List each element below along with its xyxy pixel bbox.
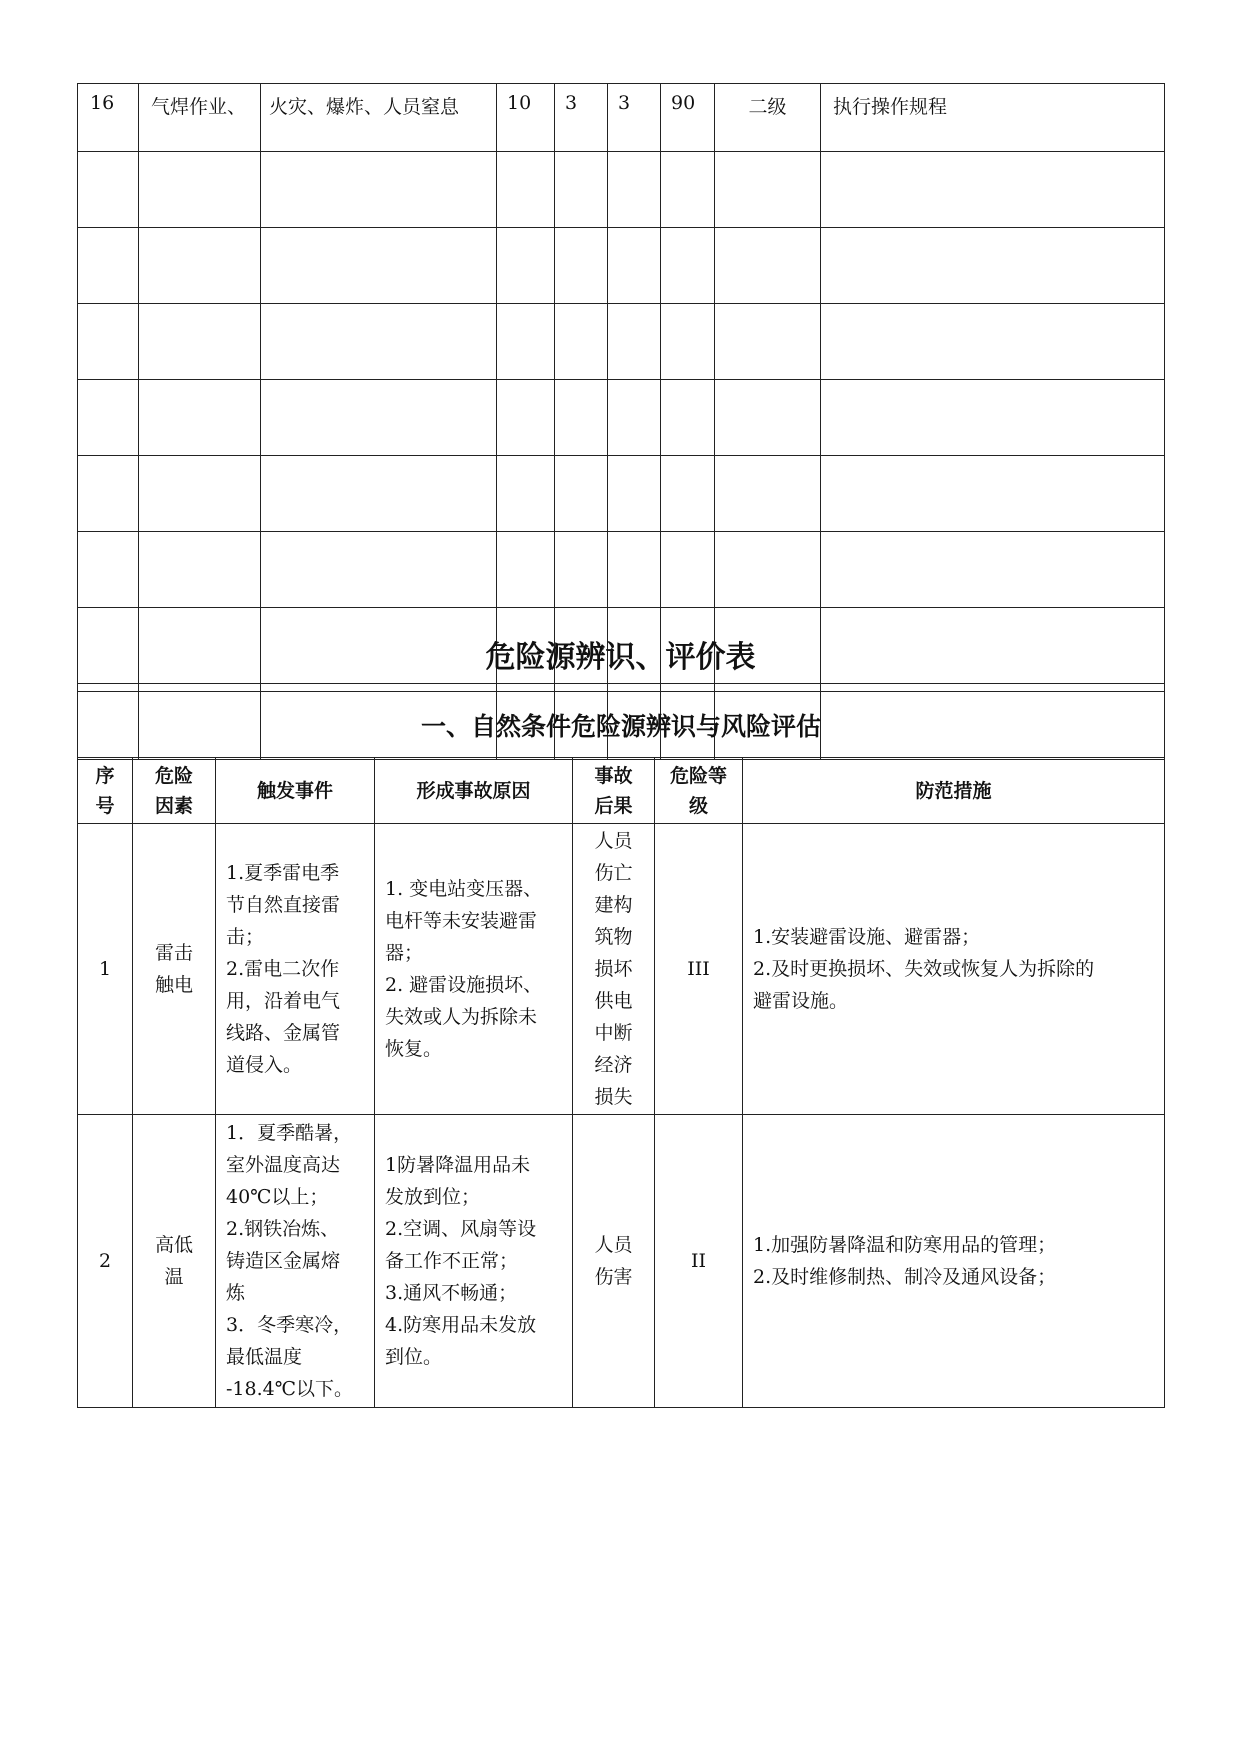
header-factor-line2: 因素 (154, 794, 193, 817)
cell-l (497, 532, 555, 608)
consequence-line: 供电 (594, 990, 633, 1012)
cell-measure (821, 304, 1165, 380)
consequence-line: 筑物 (594, 926, 633, 948)
table-row (78, 532, 1165, 608)
measures-line: 避雷设施。 (753, 990, 849, 1012)
section-title: 一、自然条件危险源辨识与风险评估 (78, 692, 1165, 758)
cell-accident (261, 304, 497, 380)
cause-line: 恢复。 (385, 1038, 443, 1060)
cell-d (661, 532, 715, 608)
cell-operation (139, 380, 261, 456)
cause-line: 2. 避雷设施损坏、 (385, 974, 543, 996)
cell-cause (375, 1115, 573, 1408)
cell-no (78, 304, 139, 380)
trigger-line: 室外温度高达 (226, 1154, 341, 1176)
cell-e: 3 (555, 84, 608, 152)
cell-operation (139, 152, 261, 228)
cell-no: 2 (78, 1115, 133, 1408)
cell-l: 10 (497, 84, 555, 152)
cell-measure (821, 228, 1165, 304)
cell-e (555, 152, 608, 228)
cause-line: 3.通风不畅通； (385, 1282, 518, 1304)
cell-level (715, 532, 821, 608)
cell-accident (261, 456, 497, 532)
cell-measure (821, 380, 1165, 456)
trigger-line: 2.钢铁冶炼、 (226, 1218, 340, 1240)
cell-measures (743, 824, 1165, 1115)
trigger-line: 2.雷电二次作 (226, 958, 340, 980)
cell-no: 16 (78, 84, 139, 152)
cell-l (497, 380, 555, 456)
header-no-line2: 号 (95, 794, 115, 817)
table-row (78, 456, 1165, 532)
header-trigger: 触发事件 (216, 758, 375, 824)
cause-line: 器； (385, 942, 424, 964)
header-consequence (573, 758, 655, 824)
cell-l (497, 304, 555, 380)
measures-line: 2.及时更换损坏、失效或恢复人为拆除的 (753, 958, 1095, 980)
cell-measures (743, 1115, 1165, 1408)
measures-line: 2.及时维修制热、制冷及通风设备； (753, 1266, 1057, 1288)
cell-c (608, 456, 661, 532)
cell-c: 3 (608, 84, 661, 152)
trigger-line: 铸造区金属熔 (226, 1250, 341, 1272)
cell-accident: 火灾、爆炸、人员窒息 (261, 84, 497, 152)
cell-cause (375, 824, 573, 1115)
consequence-line: 损坏 (594, 958, 633, 980)
cause-line: 1. 变电站变压器、 (385, 878, 543, 900)
cell-operation (139, 228, 261, 304)
consequence-line: 人员 (594, 1234, 633, 1256)
header-measures: 防范措施 (743, 758, 1165, 824)
header-level-line2: 级 (688, 794, 708, 817)
factor-line: 触电 (154, 974, 193, 996)
cell-accident (261, 380, 497, 456)
header-level-line1: 危险等 (669, 764, 727, 787)
cell-operation (139, 532, 261, 608)
cell-measure: 执行操作规程 (821, 84, 1165, 152)
table-row (78, 228, 1165, 304)
cell-level (715, 304, 821, 380)
consequence-line: 中断 (594, 1022, 633, 1044)
cell-l (497, 456, 555, 532)
cell-d: 90 (661, 84, 715, 152)
trigger-line: -18.4℃以下。 (226, 1378, 353, 1400)
cell-level: 二级 (715, 84, 821, 152)
cell-e (555, 304, 608, 380)
cell-measure (821, 152, 1165, 228)
document-title: 危险源辨识、评价表 (485, 640, 756, 675)
cell-factor (133, 1115, 216, 1408)
trigger-line: 炼 (226, 1282, 246, 1304)
cause-line: 发放到位； (385, 1186, 481, 1208)
cause-line: 2.空调、风扇等设 (385, 1218, 537, 1240)
trigger-line: 最低温度 (226, 1346, 303, 1368)
cell-measure (821, 456, 1165, 532)
cell-accident (261, 228, 497, 304)
measures-line: 1.加强防暑降温和防寒用品的管理； (753, 1234, 1057, 1256)
cell-no (78, 380, 139, 456)
measures-line: 1.安装避雷设施、避雷器； (753, 926, 981, 948)
trigger-line: 道侵入。 (226, 1054, 303, 1076)
cause-line: 到位。 (385, 1346, 443, 1368)
header-level (655, 758, 743, 824)
cell-consequence (573, 1115, 655, 1408)
consequence-line: 损失 (594, 1086, 633, 1108)
cell-d (661, 456, 715, 532)
factor-line: 温 (164, 1266, 184, 1288)
cell-e (555, 228, 608, 304)
trigger-line: 3．冬季寒冷， (226, 1314, 353, 1336)
consequence-line: 人员 (594, 830, 633, 852)
cell-no (78, 228, 139, 304)
consequence-line: 经济 (594, 1054, 633, 1076)
trigger-line: 线路、金属管 (226, 1022, 341, 1044)
cell-c (608, 152, 661, 228)
cause-line: 失效或人为拆除未 (385, 1006, 538, 1028)
cell-level (715, 456, 821, 532)
table-row (78, 1115, 1165, 1408)
trigger-line: 击； (226, 926, 265, 948)
cause-line: 1防暑降温用品未 (385, 1154, 531, 1176)
header-cause: 形成事故原因 (375, 758, 573, 824)
hazard-evaluation-table (77, 691, 1165, 1408)
cell-level (715, 152, 821, 228)
table-row (78, 84, 1165, 152)
cell-no (78, 532, 139, 608)
cell-d (661, 304, 715, 380)
cell-d (661, 152, 715, 228)
cell-e (555, 532, 608, 608)
consequence-line: 伤亡 (594, 862, 633, 884)
cell-level (715, 380, 821, 456)
consequence-line: 伤害 (594, 1266, 633, 1288)
cause-line: 4.防寒用品未发放 (385, 1314, 537, 1336)
cell-l (497, 228, 555, 304)
cell-no (78, 152, 139, 228)
consequence-line: 建构 (594, 894, 633, 916)
cell-factor (133, 824, 216, 1115)
cell-consequence (573, 824, 655, 1115)
cell-e (555, 380, 608, 456)
cell-level: II (655, 1115, 743, 1408)
table-row (78, 152, 1165, 228)
cell-c (608, 304, 661, 380)
table-row (78, 304, 1165, 380)
section-heading-row (78, 692, 1165, 758)
table-row (78, 824, 1165, 1115)
cell-e (555, 456, 608, 532)
cause-line: 备工作不正常； (385, 1250, 519, 1272)
cell-c (608, 532, 661, 608)
trigger-line: 1．夏季酷暑， (226, 1122, 353, 1144)
trigger-line: 40℃以上； (226, 1186, 329, 1208)
factor-line: 雷击 (154, 942, 193, 964)
cell-measure (821, 532, 1165, 608)
cell-l (497, 152, 555, 228)
trigger-line: 节自然直接雷 (226, 894, 341, 916)
cell-operation (139, 304, 261, 380)
cell-level: III (655, 824, 743, 1115)
cell-d (661, 380, 715, 456)
column-header-row (78, 758, 1165, 824)
cell-operation: 气焊作业、 (139, 84, 261, 152)
header-factor-line1: 危险 (154, 764, 193, 787)
cell-trigger (216, 1115, 375, 1408)
header-factor (133, 758, 216, 824)
header-consequence-line2: 后果 (594, 794, 633, 817)
cell-level (715, 228, 821, 304)
factor-line: 高低 (154, 1234, 193, 1256)
cell-operation (139, 456, 261, 532)
cell-c (608, 380, 661, 456)
header-no (78, 758, 133, 824)
cell-trigger (216, 824, 375, 1115)
header-consequence-line1: 事故 (594, 764, 633, 787)
cell-d (661, 228, 715, 304)
cause-line: 电杆等未安装避雷 (385, 910, 538, 932)
cell-accident (261, 152, 497, 228)
cell-accident (261, 532, 497, 608)
table-row (78, 380, 1165, 456)
header-no-line1: 序 (95, 764, 115, 787)
trigger-line: 1.夏季雷电季 (226, 862, 340, 884)
evaluation-table-body (78, 692, 1165, 1408)
cell-c (608, 228, 661, 304)
cell-no (78, 456, 139, 532)
trigger-line: 用，沿着电气 (226, 990, 341, 1012)
cell-no: 1 (78, 824, 133, 1115)
